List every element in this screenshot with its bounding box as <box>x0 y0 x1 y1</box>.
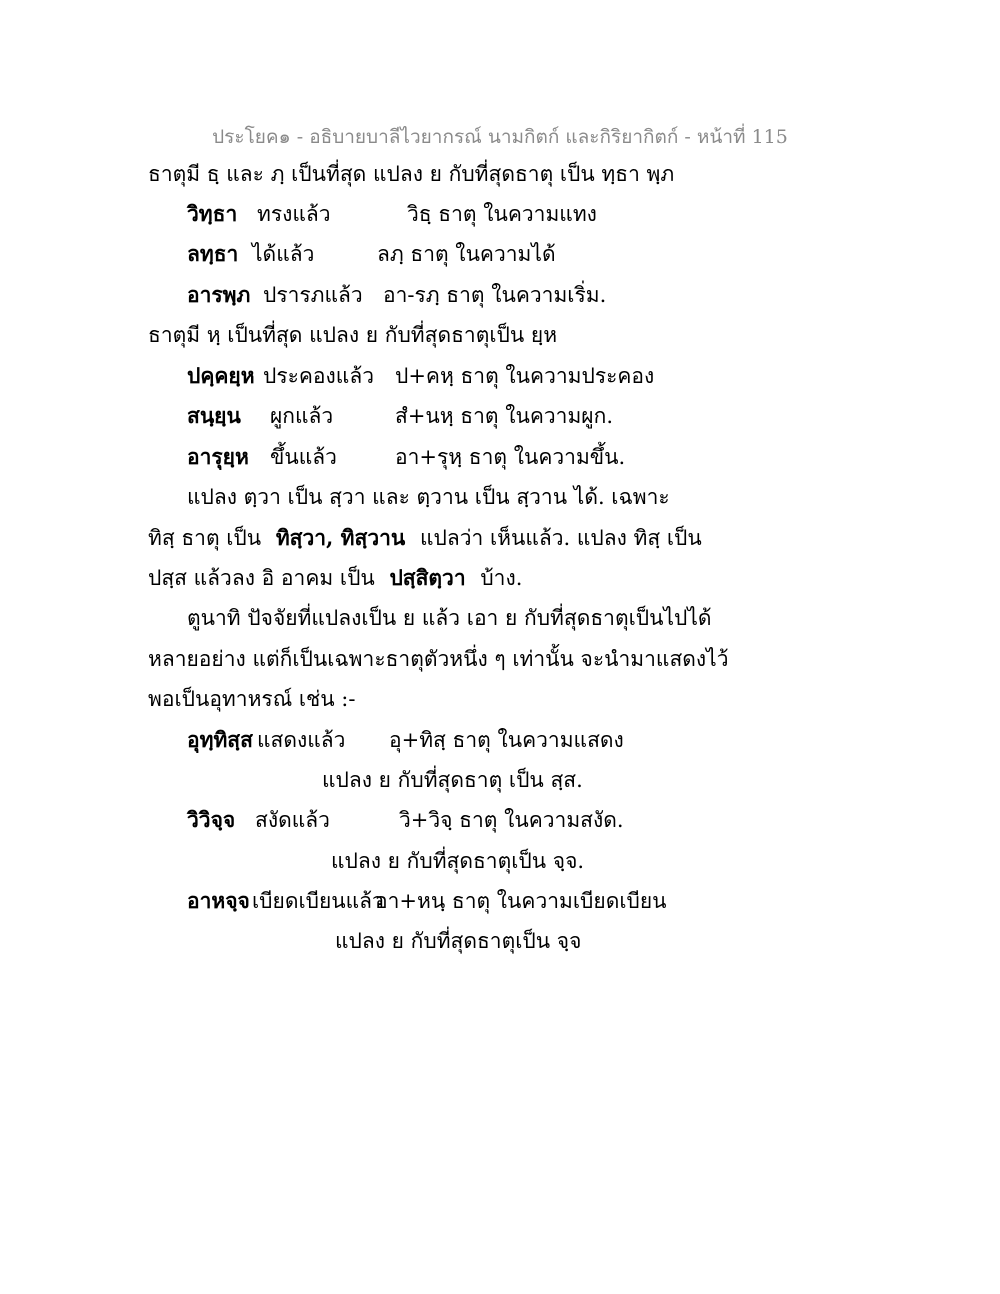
example-root: อา-รภฺ ธาตุ ในความเริ่ม. <box>383 283 607 307</box>
example-word: ลทฺธา <box>187 241 239 266</box>
example-meaning: ผูกแล้ว <box>270 404 334 428</box>
bold-term: ทิสฺวา, ทิสฺวาน <box>275 525 406 550</box>
example-meaning: ประคองแล้ว <box>263 364 374 388</box>
running-header: ประโยค๑ - อธิบายบาลีไวยากรณ์ นามกิตก์ และกิริยากิตก์ - หน้าที่ 115 <box>212 126 788 148</box>
paragraph-line: ตูนาทิ ปัจจัยที่แปลงเป็น ย แล้ว เอา ย กับที่สุดธาตุเป็นไปได้ <box>187 606 712 630</box>
paragraph-line <box>148 564 522 592</box>
example-root: สํ+นหฺ ธาตุ ในความผูก. <box>395 404 613 428</box>
rule-line-2: ธาตุมี หฺ เป็นที่สุด แปลง ย กับที่สุดธาตุเป็น ยฺห <box>148 323 558 347</box>
text-run: ทิสฺ ธาตุ เป็น <box>148 526 262 550</box>
example-root: อุ+ทิสฺ ธาตุ ในความแสดง <box>389 728 624 752</box>
paragraph-line: แปลง ตฺวา เป็น สฺวา และ ตฺวาน เป็น สฺวาน ได้. เฉพาะ <box>187 485 670 509</box>
example-meaning: แสดงแล้ว <box>257 728 346 752</box>
text-run: แปลว่า เห็นแล้ว. แปลง ทิสฺ เป็น <box>419 526 702 550</box>
example-root: ป+คหฺ ธาตุ ในความประคอง <box>395 364 655 388</box>
example-row <box>187 726 927 754</box>
example-word: อารุยฺห <box>187 444 249 469</box>
example-meaning: ทรงแล้ว <box>257 202 331 226</box>
example-word: อาหจฺจ <box>187 888 250 913</box>
example-meaning: สงัดแล้ว <box>255 808 330 832</box>
text-run: บ้าง. <box>480 566 523 590</box>
example-note: แปลง ย กับที่สุดธาตุ เป็น สฺส. <box>322 768 583 792</box>
example-meaning: ได้แล้ว <box>252 242 315 266</box>
example-meaning: เบียดเบียนแล้ว <box>252 889 384 913</box>
example-meaning: ปรารภแล้ว <box>263 283 363 307</box>
example-word: วิทฺธา <box>187 201 238 226</box>
example-row <box>187 240 927 268</box>
example-root: อา+หนฺ ธาตุ ในความเบียดเบียน <box>375 889 667 913</box>
example-word: สนฺยฺน <box>187 403 241 428</box>
example-note: แปลง ย กับที่สุดธาตุเป็น จฺจ. <box>331 849 585 873</box>
example-root: วิ+วิจฺ ธาตุ ในความสงัด. <box>399 808 624 832</box>
paragraph-line <box>148 524 702 552</box>
example-note: แปลง ย กับที่สุดธาตุเป็น จฺจ <box>335 929 582 953</box>
paragraph-line: หลายอย่าง แต่ก็เป็นเฉพาะธาตุตัวหนึ่ง ๆ เท่านั้น จะนำมาแสดงไว้ <box>148 647 729 671</box>
text-run: ปสฺส แล้วลง อิ อาคม เป็น <box>148 566 375 590</box>
example-word: อารพฺภ <box>187 282 251 307</box>
paragraph-line: พอเป็นอุทาหรณ์ เช่น :- <box>148 687 356 711</box>
example-root: วิธฺ ธาตุ ในความแทง <box>407 202 597 226</box>
example-word: อุทฺทิสฺส <box>187 727 253 752</box>
example-row <box>187 887 927 915</box>
bold-term: ปสฺสิตฺวา <box>389 565 466 590</box>
rule-line-1: ธาตุมี ธฺ และ ภฺ เป็นที่สุด แปลง ย กับที่สุดธาตุ เป็น ทฺธา พฺภ <box>148 162 675 186</box>
example-word: ปคฺคยฺห <box>187 363 255 388</box>
example-row <box>187 281 927 309</box>
example-meaning: ขึ้นแล้ว <box>270 445 337 469</box>
example-root: อา+รุหฺ ธาตุ ในความขึ้น. <box>395 445 626 469</box>
example-row <box>187 443 927 471</box>
example-row <box>187 362 927 390</box>
example-row <box>187 200 927 228</box>
example-word: วิวิจฺจ <box>187 807 236 832</box>
example-row <box>187 806 927 834</box>
example-root: ลภฺ ธาตุ ในความได้ <box>377 242 556 266</box>
example-row <box>187 402 927 430</box>
